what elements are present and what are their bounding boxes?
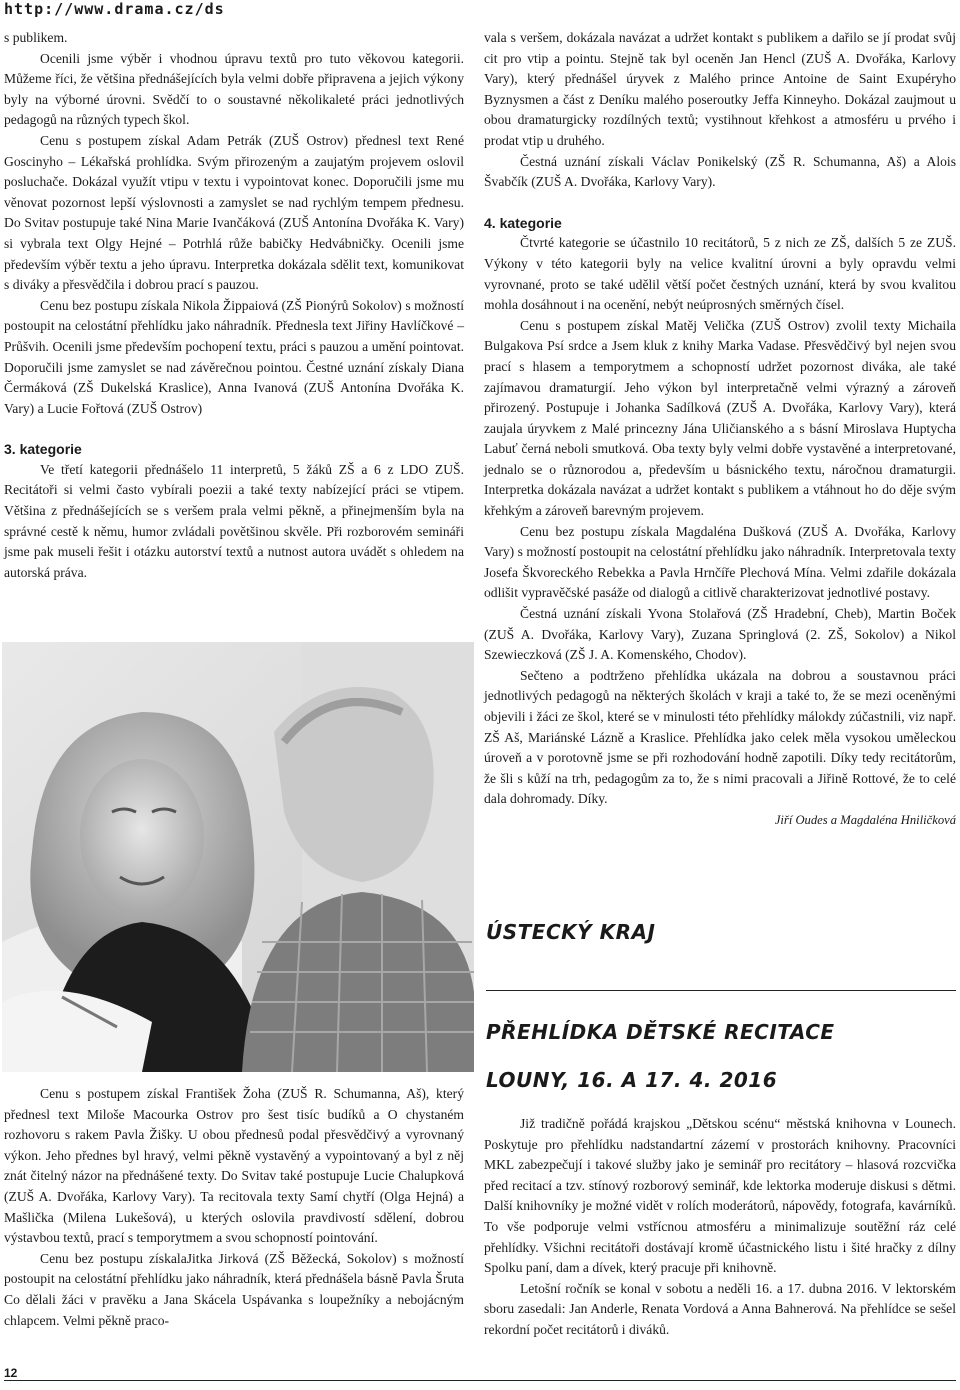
photo-teacher-and-child: [2, 642, 474, 1072]
paragraph: Cenu bez postupu získala Magdaléna Dušková (ZUŠ A. Dvořáka, Karlovy Vary) s možností postoupit na celostátní přehlídku jako náhradník. Interpretovala texty Josefa Škvoreckého Rebekka a Pavla Hrnčíře Plechová Mína. Velmi zdařile dokázala odlišit vypravěčské pasáže od dialogů a citlivě charakterizovat jednotlivé postavy.: [484, 523, 956, 601]
paragraph: Již tradičně pořádá krajskou „Dětskou scénu“ městská knihovna v Lounech. Poskytuje pro přehlídku nadstandartní zázemí v prostorách knihovny. Pracovníci MKL zabezpečují i takové služby jako je seminář pro recitátory – hlasová rozcvička před recitací a tzv. stínový rozborový seminář, kde lektorka moderuje diskusi s dětmi. Další knihovníky je možné vidět v rolích moderátorů, nápovědy, fotografa, kavárníků. To vše podporuje velmi vstřícnou atmosféru a minimalizuje soutěžní ráz celé přehlídky. Všichni recitátoři dostávají kromě účastnického listu i šité hračky z dílny Spolku paní, dam a dívek, který pracuje při knihovně.: [484, 1116, 956, 1276]
paragraph: Čtvrté kategorie se účastnilo 10 recitátorů, 5 z nich ze ZŠ, dalších 5 ze ZUŠ. Výkony v této kategorii byly na velice kvalitní úrovni a byly opravdu velmi vyrovnané, proto se také udělil větší počet čestných uznání, která by svou kvalitou mohla dosáhnout i na ocenění, nebýt neúprosných směrných čísel.: [484, 235, 956, 313]
paragraph: Cenu s postupem získal František Žoha (ZUŠ R. Schumanna, Aš), který přednesl text Miloše Macourka Ostrov pro šest tisíc budíků a O chystaném rozhovoru s rakem Pavla Žišky. U obou přednesů podal přesvědčivý a vyrovnaný výkon. Jeho přednes byl hravý, velmi pěkně vystavěný a vypointovaný a byl z něj znát čitelný názor na přednášené texty. Do Svitav také postupuje Lucie Chalupková (ZUŠ A. Dvořáka, Karlovy Vary). Ta recitovala texty Samí chytří (Olga Hejná) a Mašlička (Milena Lukešová), u kterých oslovila pravdivostí sdělení, dobrou výstavbou textů, prací s temporytmem a svou schopností pointování.: [4, 1086, 464, 1246]
footer-rule: [4, 1380, 956, 1381]
paragraph: Čestná uznání získali Yvona Stolařová (ZŠ Hradební, Cheb), Martin Boček (ZUŠ A. Dvořáka, Karlovy Vary), Zuzana Springlová (2. ZŠ, Sokolov) a Nikol Szewieczková (ZŠ J. A. Komenského, Chodov).: [484, 606, 956, 663]
left-column-bottom: [4, 1084, 464, 1331]
site-url: http://www.drama.cz/ds: [4, 0, 225, 18]
right-column-bottom: [484, 1114, 956, 1341]
paragraph: Ve třetí kategorii přednášelo 11 interpretů, 5 žáků ZŠ a 6 z LDO ZUŠ. Recitátoři si velmi často vybírali poezii a také texty nabízející práci se vtipem. Většina z přednášejících se s veršem prala velmi pěkně, a přinejmenším byla na správné cestě k němu, humor zvládali povětšinou skvěle. Při rozborovém semináři jsme pak museli řešit i otázku autorství textů a nutnost autora uvádět s ohledem na autorská práva.: [4, 461, 464, 580]
paragraph: Cenu bez postupu získala Nikola Žippaiová (ZŠ Pionýrů Sokolov) s možností postoupit na celostátní přehlídku jako náhradník. Přednesla text Jiřiny Havlíčkové – Průšvih. Ocenili jsme především pochopení textu, práci s pauzou a umění pointovat. Doporučili jsme zamyslet se nad závěrečnou pointou. Čestné uznání získaly Diana Čermáková (ZŠ Dukelská Kraslice), Anna Ivanová (ZUŠ Antonína Dvořáka K. Vary) a Lucie Fořtová (ZUŠ Ostrov): [4, 297, 464, 416]
paragraph: Čestná uznání získali Václav Ponikelský (ZŠ R. Schumanna, Aš) a Alois Švabčík (ZUŠ A. Dvořáka, Karlovy Vary).: [484, 153, 956, 190]
region-heading: ÚSTECKÝ KRAJ: [486, 920, 656, 944]
event-title: PŘEHLÍDKA DĚTSKÉ RECITACE: [486, 1020, 835, 1044]
paragraph: Cenu s postupem získal Adam Petrák (ZUŠ Ostrov) přednesl text René Goscinyho – Lékařská prohlídka. Svým přirozeným a zaujatým projevem oslovil posluchače. Dokázal využít vtipu v textu i vypointovat konec. Doporučili jsme mu věnovat pozornost lepší výslovnosti a zamyslet se nad rychlým tempem přednesu. Do Svitav postupuje také Nina Marie Ivančáková (ZUŠ Antonína Dvořáka K. Vary) si vybrala text Olgy Hejné – Potrhlá růže babičky Hedvábničky. Ocenili jsme především výběr textu a jeho úpravu. Interpretka dokázala sdělit text, komunikovat s diváky a přesvědčila i dobrou prací s pauzou.: [4, 132, 464, 293]
paragraph: vala s veršem, dokázala navázat a udržet kontakt s publikem a dařilo se jí prodat svůj cit pro vtip a pointu. Stejně tak byl oceněn Jan Hencl (ZUŠ A. Dvořáka, Karlovy Vary), který přednášel úryvek z Malého prince Antoine de Saint Exupéryho Byznysmen a část z Deníku malého poseroutky Jeffa Kinneyho. Dokázal zaujmout u obou dramaturgicky rozdílných textů; vystihnout křehkost a atmosféru u prvého i prodat vtip u druhého.: [484, 30, 956, 148]
paragraph: Ocenili jsme výběr i vhodnou úpravu textů pro tuto věkovou kategorii. Můžeme říci, že většina přednášejících byla velmi dobře připravena a jejich výkony byly na výborné úrovni. Svědčí to o soustavné několikaleté práci jednotlivých pedagogů na různých typech škol.: [4, 50, 464, 128]
paragraph: Letošní ročník se konal v sobotu a neděli 16. a 17. dubna 2016. V lektorském sboru zasedali: Jan Anderle, Renata Vordová a Anna Bahnerová. Na přehlídce se sešel rekordní počet recitátorů i diváků.: [484, 1280, 956, 1337]
paragraph: Cenu s postupem získal Matěj Velička (ZUŠ Ostrov) zvolil texty Michaila Bulgakova Psí srdce a Jsem kluk z knihy Marka Vadase. Přesvědčivý byl nejen svou prací s hlasem a temporytmem a schopností udržet pozornost diváka, ale také zajímavou dramaturgií. Jeho výkon byl interpretačně velmi výrazný a zároveň přirozený. Postupuje i Johanka Sadílková (ZUŠ A. Dvořáka, Karlovy Vary), která zaujala úryvkem z Malé princezny Jána Uličianského a s básní Miroslava Huptycha Labuť černá neboli smutková. Oba texty byly velmi dobře vystavěné a interpretované, jednalo se o různorodou a, především u básnického textu, náročnou dramaturgii. Interpretka dokázala navázat a udržet kontakt s publikem a vtáhnout ho do děje svým křehkým a zároveň barevným projevem.: [484, 317, 956, 519]
paragraph: Sečteno a podtrženo přehlídka ukázala na dobrou a soustavnou práci jednotlivých pedagogů na některých školách v kraji a také to, že se mezi oceněnými objevili i žáci ze škol, které se v minulosti této přehlídky málokdy zúčastnili, viz např. ZŠ Aš, Mariánské Lázně a Kraslice. Přehlídka jako celek měla vysokou uměleckou úroveň a v porotovně jsme se při rozhodování hodně zapotili. Díky tedy recitátorům, že šli s kůží na trh, pedagogům za to, že s nimi pracovali a Jiřině Rottové, že to celé dala dohromady. Díky.: [484, 667, 956, 807]
page-number: 12: [4, 1366, 18, 1380]
event-place-date: LOUNY, 16. A 17. 4. 2016: [486, 1068, 778, 1092]
category-heading: 4. kategorie: [484, 214, 562, 231]
paragraph: s publikem.: [4, 30, 68, 45]
heading-divider: [486, 990, 956, 991]
signature: Jiří Oudes a Magdaléna Hniličková: [774, 812, 956, 827]
left-column-top: [4, 28, 464, 583]
right-column-top: [484, 28, 956, 831]
paragraph: Cenu bez postupu získalaJitka Jirková (ZŠ Běžecká, Sokolov) s možností postoupit na celostátní přehlídku jako náhradník, která přednášela básně Pavla Šruta Co dělali žáci v pravěku a Jana Skácela Uspávanka s loupežníky a nebojácným chlapcem. Velmi pěkně praco-: [4, 1250, 464, 1328]
category-heading: 3. kategorie: [4, 441, 82, 458]
